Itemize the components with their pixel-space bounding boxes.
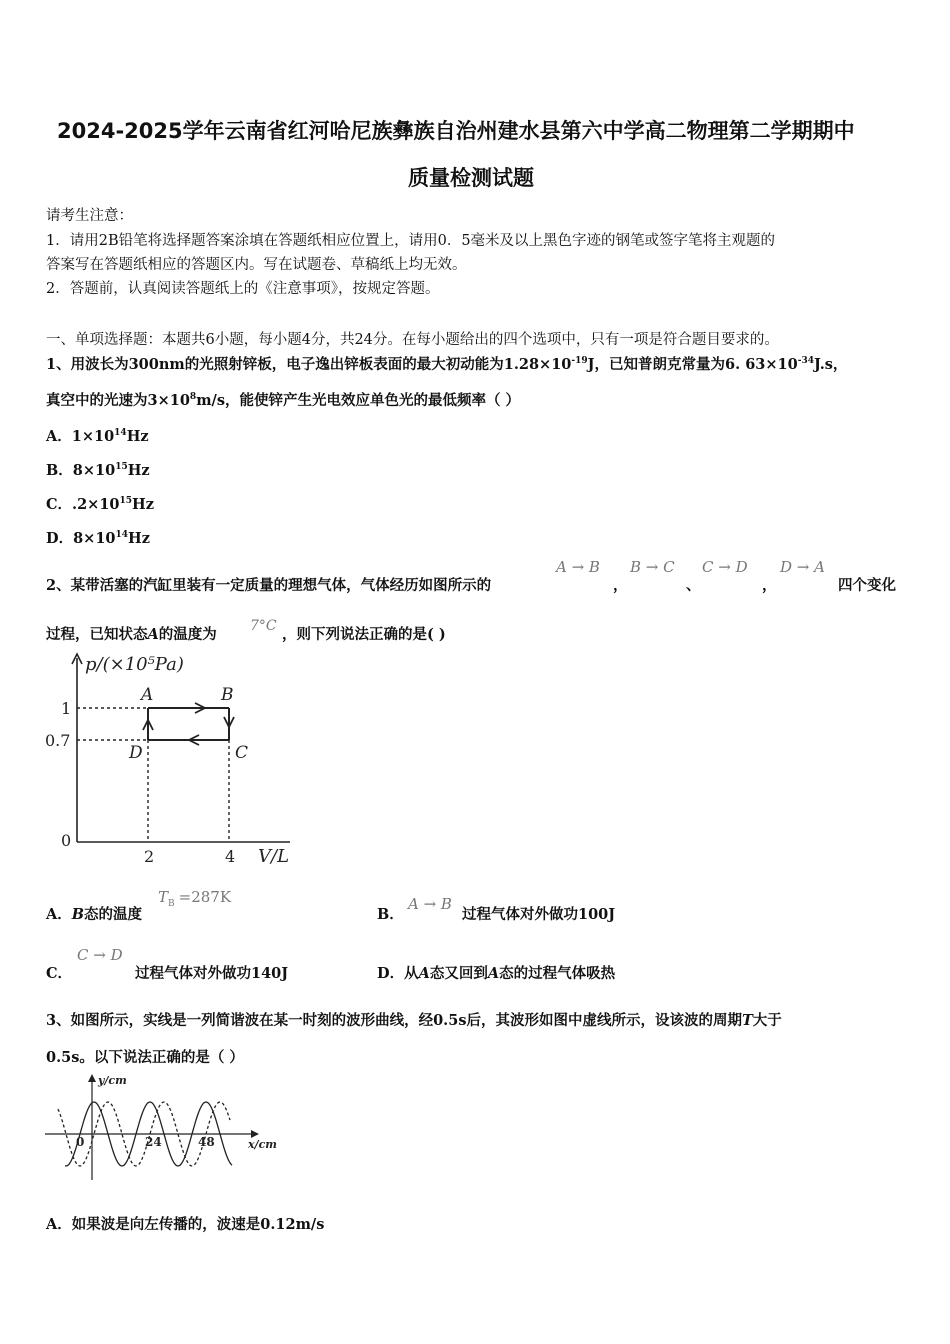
notice-item1-line2: 答案写在答题纸相应的答题区内。写在试题卷、草稿纸上均无效。 [46,257,467,273]
q3-x-axis-arrow [251,1130,259,1138]
q1-option-c[interactable]: C．$.2\times 10^{15}Hz$ [46,496,154,513]
q3-stem-line2: 0.5s。以下说法正确的是（ ） [46,1049,244,1066]
q2-xtick-4: 4 [225,847,236,866]
q2-point-d: D [129,743,143,763]
q2-proc-da: D → A [780,558,825,576]
q2-sep3: ， [762,577,777,594]
q2-option-d[interactable]: D．从A态又回到A态的过程气体吸热 [377,965,616,982]
q3-xtick-24: 24 [145,1135,162,1149]
q2-option-b-math: A → B [408,895,452,913]
q2-ytick-0: 0 [61,831,72,850]
q2-option-a[interactable]: A．B态的温度 [46,906,143,923]
q2-option-c-text: 过程气体对外做功140J [135,965,289,982]
q2-stem-line1-text: 2、某带活塞的汽缸里装有一定质量的理想气体，气体经历如图所示的 [46,577,492,594]
q1-stem-line1: 1、用波长为300nm的光照射锌板，电子逸出锌板表面的最大初动能为$1.28\times 10^{-19}J$，已知普朗克常量为6. $63\times 10^{-34}J.s$， [46,356,848,373]
q2-pv-graph [45,650,305,870]
q2-xtick-2: 2 [144,847,155,866]
doc-title-line2: 质量检测试题 [408,166,534,190]
q2-option-c-math: C → D [77,946,123,964]
q2-temp: 7°C [250,618,277,634]
notice-item2: 2．答题前，认真阅读答题纸上的《注意事项》，按规定答题。 [46,281,440,297]
q1-option-d[interactable]: D．$8\times 10^{14}Hz$ [46,530,150,547]
q2-proc-cd: C → D [702,558,748,576]
q2-ytick-1: 1 [61,699,72,718]
q1-option-b[interactable]: B．$8\times 10^{15}Hz$ [46,462,150,479]
q2-proc-ab: A → B [556,558,600,576]
notice-heading: 请考生注意： [46,208,133,224]
q1-stem-line2: 真空中的光速为$3\times 10^8m/s$，能使锌产生光电效应单色光的最低频率（ ） [46,392,521,409]
q2-option-a-math: $T_B =287K$ [158,888,232,909]
q2-point-a: A [141,685,154,705]
q3-x-label: x/cm [248,1138,277,1151]
q2-x-label: V/L [258,846,290,867]
q2-stem-line1-end: 四个变化 [838,577,896,594]
doc-title-line1: 2024-2025学年云南省红河哈尼族彝族自治州建水县第六中学高二物理第二学期期中 [57,119,855,143]
q3-wave-graph [40,1070,285,1185]
q3-y-label: y/cm [98,1074,127,1087]
q3-y-axis-arrow [88,1074,96,1082]
q2-option-b-text: 过程气体对外做功100J [462,906,616,923]
q2-sep2: 、 [686,577,701,594]
notice-item1-line1: 1．请用2B铅笔将选择题答案涂填在答题纸相应位置上，请用0．5毫米及以上黑色字迹的钢笔或签字笔将主观题的 [46,233,776,249]
q2-option-c-label[interactable]: C． [46,965,73,982]
q2-ytick-07: 0.7 [45,731,71,750]
q2-option-b-label[interactable]: B． [377,906,404,923]
q2-proc-bc: B → C [630,558,675,576]
q3-xtick-48: 48 [198,1135,215,1149]
q3-stem-line1: 3、如图所示，实线是一列简谐波在某一时刻的波形曲线，经0.5s后，其波形如图中虚线所示，设该波的周期T大于 [46,1012,782,1029]
q3-xtick-0: 0 [76,1135,85,1149]
q2-y-label: p/(×10⁵Pa) [85,654,184,675]
q2-point-c: C [235,743,249,763]
q1-option-a[interactable]: A．$1\times 10^{14}Hz$ [46,428,149,445]
q2-stem-line2-end: ，则下列说法正确的是( ) [282,626,446,643]
q2-stem-line2: 过程，已知状态A的温度为 [46,626,217,643]
section1-heading: 一、单项选择题：本题共6小题，每小题4分，共24分。在每小题给出的四个选项中，只有一项是符合题目要求的。 [46,332,779,348]
q3-option-a[interactable]: A．如果波是向左传播的，波速是0.12m/s [46,1216,325,1233]
q2-sep1: ， [613,577,628,594]
q2-point-b: B [221,685,234,705]
